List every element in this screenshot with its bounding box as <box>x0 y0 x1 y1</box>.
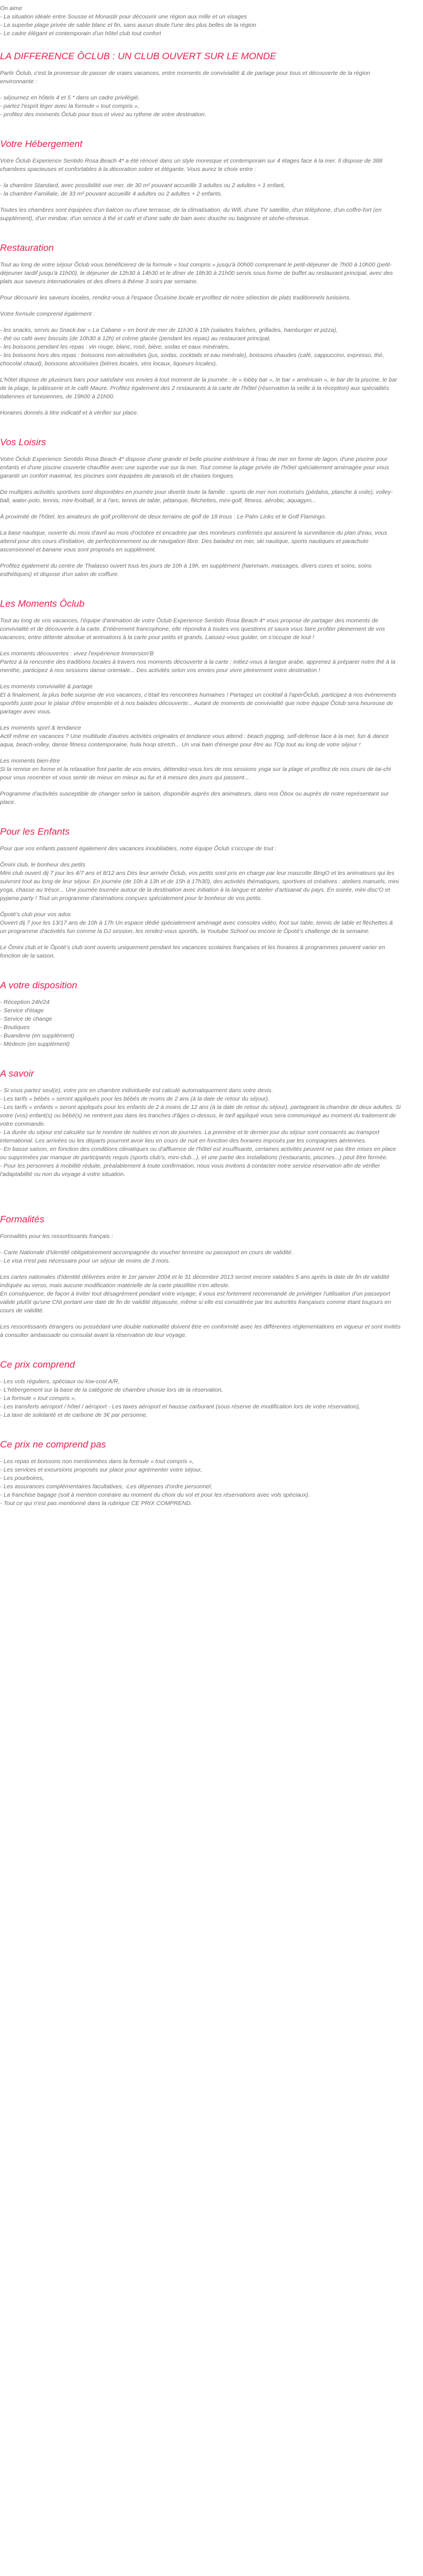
room-equipment-text: Toutes les chambres sont équipées d'un balcon ou d'une terrasse, de la climatisation, du Wifi, d'une TV satellite, d'un téléphone, d'un coffre-fort (en supplément), d'un minibar, d'un service à thé et café et d'une salle de bain avec douche ou baignoire et sèche-cheveux. <box>0 207 382 222</box>
restauration-heading: Restauration <box>0 242 54 253</box>
savoir-section <box>0 1068 401 1179</box>
excluded-item: - Les pourboires, <box>0 1475 44 1482</box>
moments-convivialite: Les moments convivialité & partage Et à finalement, la plus belle surprise de vos vacances, c'était les rencontres humaines ! Partagez un cocktail à l'apérÔclub, participez à nos évènements sportifs juste pour le plaisir d'être ensemble et à nos balades découverte... Autant de moments de convivialité que notre équipe Ôclub sera heureuse de partager avec vous. <box>0 683 397 715</box>
service-item: - Service d'étage <box>0 1007 44 1014</box>
ados-club-text: Ôpoté's club pour vos ados Ouvert dij 7 jour les 13/17 ans de 10h à 17h Un espace dédié spécialement aménagé avec consoles vidéo, foot sur table, tennis de table et fléchettes & un programme d'activités fun comme la DJ session, les rendez-vous sportifs, la Youtube School ou encore le Ôpoté's challenge de la semaine. <box>0 911 393 935</box>
loisirs-section <box>0 436 401 579</box>
info-item: - En basse saison, en fonction des conditions climatiques ou d'affluence de l'hôtel est insuffisante, certaines activités peuvent ne pas être mises en place ou supprimées par manque de participants requis (sports club's, mini-club...), et une partie des installations (restaurants, piscines...) peut être fermée. <box>0 1146 396 1161</box>
restauration-text-5: Horaires donnés à titre indicatif et à vérifier sur place. <box>0 410 139 416</box>
formula-item: - thé ou café avec biscuits (de 10h30 à 12h) et crème glacée (pendant les repas) au restaurant principal, <box>0 335 271 342</box>
loisirs-text-4: La base nautique, ouverte du mois d'avril au mois d'octobre et encadrée par des moniteurs confirmés qui assurent la surveillance du plan d'eau, vous attend pour des cours d'initiation, de perfectionnement ou de navigation libre. Des baladez en mer, ski nautique, sports nautiques et parachute ascensionnel et banane vous sont proposés en supplément. <box>0 530 387 553</box>
room-types-list <box>0 182 401 198</box>
info-item: - Les tarifs « bébés » seront appliqués pour les bébés de moins de 2 ans (à la date de retour du séjour). <box>0 1096 270 1102</box>
moments-text-1: Tout au long de vos vacances, l'équipe d'animation de votre Ôclub Experience Sentido Rosa Beach 4* vous propose de partager des moments de convivialité et de découverte à la carte. Entièrement francophone, elle répondra à toutes vos questions et saura vous faire profiter pleinement de vos vacances, entre détente absolue et animations à la carte pour petits et grands. Laissez-vous guider, on s'occupe de tout ! <box>0 617 385 641</box>
intro-heading: On aime <box>0 5 22 12</box>
formalites-text-4: Les ressortissants étrangers ou possédant une double nationalité doivent être en conformité avec les différentes réglementations en vigueur et sont invités à consulter ambassade ou consulat avant la réservation de leur voyage. <box>0 1323 401 1339</box>
included-item: - La taxe de solidarité et de carbone de 3€ par personne, <box>0 1412 148 1418</box>
service-item: - Médecin (en supplément) <box>0 1041 70 1047</box>
moments-heading: Les Moments Ôclub <box>0 598 85 609</box>
hebergement-heading: Votre Hébergement <box>0 139 83 149</box>
comprend-heading: Ce prix comprend <box>0 1359 75 1370</box>
service-item: - Boutiques <box>0 1024 30 1031</box>
hebergement-section <box>0 138 401 223</box>
intro-item: - Le cadre élégant et contemporain d'un hôtel club tout confort <box>0 30 161 37</box>
difference-list <box>0 94 401 119</box>
difference-item: - partez l'esprit léger avec la formule « tout compris », <box>0 103 140 109</box>
moments-decouvertes: Les moments découvertes : vivez l'expérience Immersion'B Partez à la rencontre des traditions locales à travers nos moments découverte à la carte : initiez-vous à langue arabe, apprenez à préparer notre thé à la menthe, participez à nos sessions danse orientale... Des activités selon vos envies pour vivre pleinement votre destination ! <box>0 650 396 674</box>
loisirs-text-3: À proximité de l'hôtel, les amateurs de golf profiteront de deux terrains de golf de 18 trous : Le Palm Links et le Golf Flamingo. <box>0 513 326 520</box>
restauration-text-4: L'hôtel dispose de plusieurs bars pour satisfaire vos envies à tout moment de la journée : le « lobby bar », le bar « américain », le bar de la piscine, le bar de la plage, la pâtisserie et le café Maure. Profitez également des 2 restaurants à la carte de l'hôtel (réservation la veille à la réception) aux spécialités italiennes et tunisiennes, de 19h00 à 21h00. <box>0 377 397 400</box>
enfants-note: Le Ômini club et le Ôpoté's club sont ouverts uniquement pendant les vacances scolaires françaises et les horaires & programmes peuvent varier en fonction de la saison. <box>0 944 386 959</box>
loisirs-text-5: Profitez également du centre de Thalasso ouvert tous les jours de 10h à 19h, en supplément (hammam, massages, divers cures et soins, soins esthétiques) et dispose d'un salon de coiffure. <box>0 563 372 578</box>
excluded-item: - Les assurances complémentaires facultatives, -Les dépenses d'ordre personnel, <box>0 1483 213 1490</box>
difference-heading: LA DIFFERENCE ÔCLUB : UN CLUB OUVERT SUR LE MONDE <box>0 51 276 61</box>
intro-item: - La superbe plage privée de sable blanc et fin, sans aucun doute l'une des plus belles de la région <box>0 22 257 28</box>
included-item: - Les transferts aéroport / hôtel / aéroport - Les taxes aéroport et hausse carburant (sous réserve de modification lors de votre réservation), <box>0 1403 360 1410</box>
excluded-item: - La franchise bagage (soit à mention contraire au moment du choix du vol et pour les réservations avec vols spéciaux). <box>0 1492 310 1498</box>
service-item: - Service de change <box>0 1016 52 1022</box>
formalites-text-1: Formalités pour les ressortissants français : <box>0 1233 113 1240</box>
loisirs-text-2: De multiples activités sportives sont disponibles en journée pour divertir toute la famille : sports de mer non motorisés (pédalos, planche à voile), volley-ball, water-polo, tennis, mini-football, tir à l'arc, tennis de table, pétanque, fléchettes, mini-golf, fitness, aérobic, aquagym... <box>0 489 393 504</box>
difference-text: Partir Ôclub, c'est la promesse de passer de vraies vacances, entre moments de convivialité & de partage pour tous et découverte de la région environnante : <box>0 70 371 85</box>
ne-comprend-heading: Ce prix ne comprend pas <box>0 1439 106 1450</box>
difference-item: - profitez des moments Ôclub pour tous et vivez au rythme de votre destination. <box>0 111 206 118</box>
formalites-heading: Formalités <box>0 1214 45 1225</box>
room-type-item: - la chambre Standard, avec possibilité vue mer, de 30 m² pouvant accueillir 3 adultes ou 2 adultes + 1 enfant, <box>0 182 286 189</box>
excluded-item: - Tout ce qui n'est pas mentionné dans la rubrique CE PRIX COMPREND. <box>0 1500 193 1507</box>
excluded-item: - Les repas et boissons non mentionnées dans la formule « tout compris », <box>0 1458 194 1465</box>
excluded-item: - Les services et excursions proposés sur place pour agrémenter votre séjour, <box>0 1466 202 1473</box>
disposition-heading: A votre disposition <box>0 980 78 991</box>
formula-item: - les boissons pendant les repas : vin rouge, blanc, rosé, bière, sodas et eaux minérales, <box>0 344 230 350</box>
intro-list <box>0 13 401 38</box>
loisirs-heading: Vos Loisirs <box>0 437 46 447</box>
service-item: - Buanderie (en supplément) <box>0 1032 75 1039</box>
formalites-text-3: Les cartes nationales d'identité délivrées entre le 1er janvier 2004 et le 31 décembre 2013 seront encore valables 5 ans après la date de fin de validité indiquée au verso, mais aucune modification matérielle de la carte plastifiée n'en atteste. En conséquence, de façon à éviter tout désagrément pendant votre voyage, il vous est fortement recommandé de privilégier l'utilisation d'un passeport valide plutôt qu'une CNI portant une date de fin de validité dépassée, même si elle est considérée par les autorités françaises comme étant toujours en cours de validité. <box>0 1274 391 1314</box>
room-type-item: - la chambre Familiale, de 33 m² pouvant accueillir 4 adultes ou 2 adultes + 2 enfants. <box>0 191 223 197</box>
disposition-section <box>0 979 401 1049</box>
included-item: - L'hébergement sur la base de la catégorie de chambre choisie lors de la réservation, <box>0 1387 223 1393</box>
info-item: - La durée du séjour est calculée sur le nombre de nuitées et non de journées. La première et le dernier jour du séjour sont consacrés au transport international. Les arrivées ou les départs pourront avoir lieu en cours de nuit en fonction des horaires imposés par les compagnies aériennes. <box>0 1129 379 1144</box>
mini-club-text: Ômini club, le bonheur des petits Mini club ouvert dij 7 jour les 4/7 ans et 8/12 ans Dès leur arrivée Ôclub, vos petits sont pris en charge par leur mascotte BingO et les animateurs qui les suivront tout au long de leur séjour. En journée (de 10h à 13h et de 15h à 17h30), des activités thématiques, sportives et créatives : ateliers manuels, mini yoga, chasse au trésor... Une journée tournée autour de la destination avec initiation à la langue et atelier d'artisanat du pays. En soirée, mini disc'O et pyjama party ! Tout un programme d'animations conçues spécialement pour le bonheur de vos petits. <box>0 861 399 902</box>
formula-list <box>0 326 401 368</box>
difference-section <box>0 50 401 119</box>
restauration-text-2: Pour découvrir les saveurs locales, rendez-vous à l'espace Ôcuisine locale et profitez de notre sélection de plats traditionnels tunisiens. <box>0 294 351 301</box>
comprend-section <box>0 1359 401 1420</box>
moments-sport: Les moments sport & tendance Actif même en vacances ? Une multitude d'autres activités originales et tendance vous attend : beach jogging, self-defense face à la mer, fun & dance aqua, beach-volley, danse fitness contemporaine, hula hoop stretch... Un vrai bain d'énergie pour être au TOp tout au long de votre séjour ! <box>0 725 389 748</box>
difference-item: - séjournez en hôtels 4 et 5 * dans un cadre privilégié, <box>0 94 140 101</box>
excluded-list <box>0 1458 401 1508</box>
loisirs-text-1: Votre Ôclub Experience Sentido Rosa Beach 4* dispose d'une grande et belle piscine extérieure à l'eau de mer en forme de lagon, d'une piscine pour enfants et d'une piscine couverte chauffée avec une superbe vue sur la mer. Tout comme la plage privée de l'hôtel spécialement aménagée pour vous garantir un confort maximal, les piscines sont équipées de parasols et de chaises longues. <box>0 456 390 479</box>
restauration-text-1: Tout au long de votre séjour Ôclub vous bénéficierez de la formule « tout compris » jusqu'à 00h00 comprenant le petit-déjeuner de 7h00 à 10h00 (petit-déjeuner tardif jusqu'à 11h00), le déjeuner de 12h30 à 14h30 et le dîner de 18h30 à 21h00 servis sous forme de buffet au restaurant principal, avec des plats aux saveurs internationales et des dîners à thème 3 soirs par semaine. <box>0 261 393 285</box>
restauration-text-3: Votre formule comprend également : <box>0 311 95 317</box>
savoir-heading: A savoir <box>0 1068 34 1079</box>
enfants-section <box>0 826 401 960</box>
moments-bien-etre: Les moments bien-être Si la remise en forme et la relaxation font partie de vos envies, détendez-vous lors de nos sessions yoga sur la plage et profitez de nos cours de tai-chi pour vous recentrer et vous sentir de mieux en mieux au fur et à mesure des jours qui passent... <box>0 758 391 781</box>
formalites-text-2: - Carte Nationale d'Identité obligatoirement accompagnée du voucher terrestre ou passeport en cours de validité. - Le visa n'est pas nécessaire pour un séjour de moins de 3 mois. <box>0 1249 293 1264</box>
formula-item: - les snacks, servis au Snack-bar « La Cabane » en bord de mer de 11h30 à 15h (salades fraîches, grillades, hamburger et pizza), <box>0 327 338 334</box>
info-list <box>0 1087 401 1179</box>
service-item: - Réception 24h/24 <box>0 999 50 1006</box>
included-item: - Les vols réguliers, spéciaux ou low-cost A/R, <box>0 1378 120 1385</box>
info-item: - Si vous partez seul(e), votre prix en chambre individuelle est calculé automatiquement dans votre devis. <box>0 1087 273 1094</box>
restauration-section <box>0 242 401 417</box>
intro-item: - La situation idéale entre Sousse et Monastir pour découvrir une région aux mille et un visages <box>0 13 247 20</box>
formalites-section <box>0 1213 401 1340</box>
hebergement-text: Votre Ôclub Experience Sentido Rosa Beach 4* a été rénové dans un style moresque et contemporain sur 4 étages face à la mer. Il dispose de 388 chambres spacieuses et confortables à la décoration sobre et élégante. Vous aurez le choix entre : <box>0 158 383 173</box>
moments-section <box>0 598 401 807</box>
moments-note: Programme d'activités susceptible de changer selon la saison, disponible auprès des animateurs, dans nos Ôbox ou auprès de notre représentant sur place. <box>0 791 389 806</box>
included-list <box>0 1378 401 1420</box>
formula-item: - les boissons hors des repas : boissons non-alcoolisées (jus, sodas, cocktails et eau minérale), boissons chaudes (café, cappuccino, expresso, thé, chocolat chaud), boissons alcoolisées (bières locales, vins locaux, liqueurs locales). <box>0 352 384 367</box>
included-item: - La formule « tout compris », <box>0 1395 76 1402</box>
services-list <box>0 998 401 1049</box>
intro-section <box>0 4 401 38</box>
info-item: - Les tarifs « enfants » seront appliqués pour les enfants de 2 à moins de 12 ans (à la date de retour du séjour), partageant la chambre de deux adultes. Si votre (vos) enfant(s) ou bébé(s) ne rentrent pas dans les tranches d'âges ci-dessus, le tarif appliqué vous sera communiqué au moment du traitement de votre commande. <box>0 1104 401 1127</box>
enfants-heading: Pour les Enfants <box>0 826 70 837</box>
enfants-text-1: Pour que vos enfants passent également des vacances inoubliables, notre équipe Ôclub s'occupe de tout : <box>0 845 277 852</box>
info-item: - Pour les personnes à mobilité réduite, préalablement à toute confirmation, nous vous invitons à contacter notre service réservation afin de vérifier l'adaptabilité ou non du voyage à votre situation. <box>0 1163 381 1178</box>
ne-comprend-section <box>0 1439 401 1508</box>
